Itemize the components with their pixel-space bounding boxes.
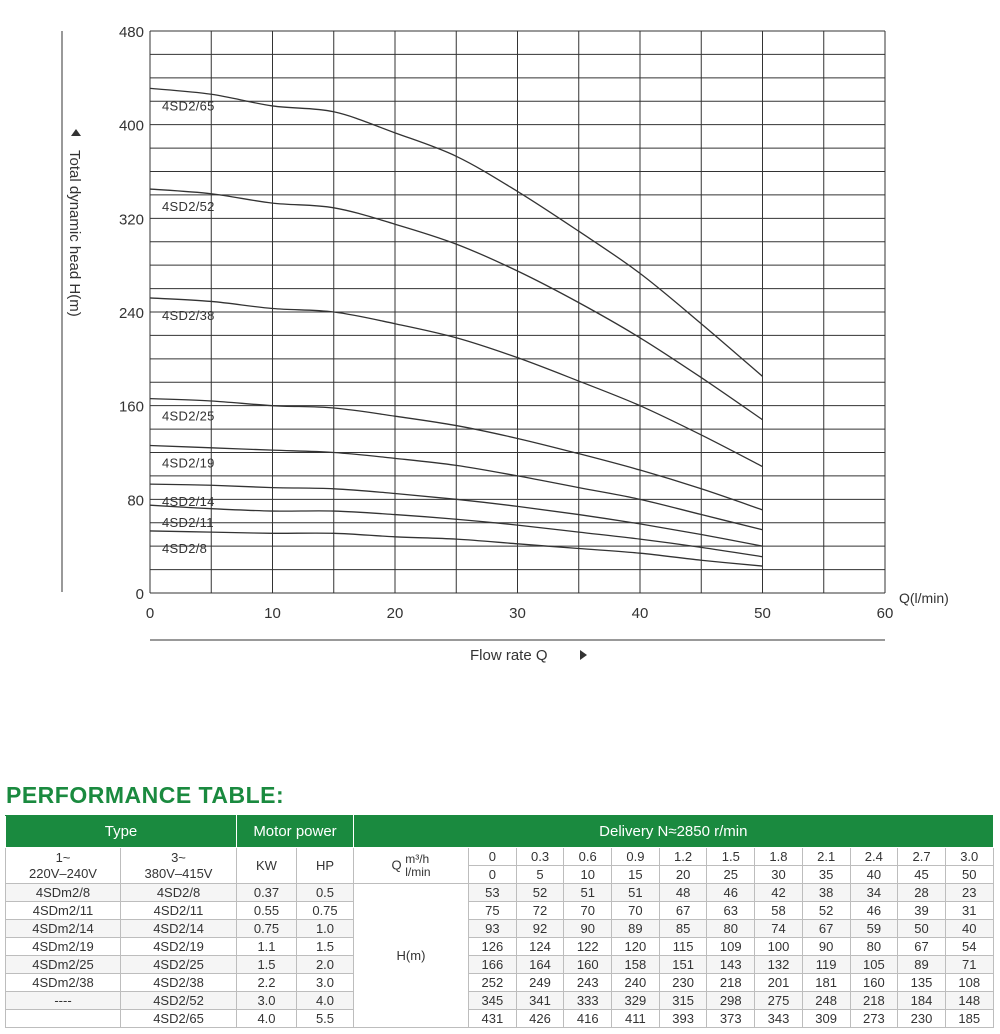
motor-kw: 2.2 <box>237 974 297 992</box>
head-value: 93 <box>469 920 517 938</box>
x-axis-arrow-icon <box>580 650 587 660</box>
model-single-phase: 4SDm2/38 <box>6 974 121 992</box>
head-value: 166 <box>469 956 517 974</box>
header-delivery: Delivery N≈2850 r/min <box>354 816 994 848</box>
table-subheader-row <box>6 848 994 866</box>
table-row <box>6 902 994 920</box>
performance-table <box>5 815 994 1028</box>
head-value: 373 <box>707 1010 755 1028</box>
head-value: 122 <box>564 938 612 956</box>
model-three-phase: 4SD2/19 <box>121 938 237 956</box>
model-three-phase: 4SD2/65 <box>121 1010 237 1028</box>
motor-kw: 4.0 <box>237 1010 297 1028</box>
head-value: 90 <box>802 938 850 956</box>
subheader-q <box>354 848 469 884</box>
head-value: 59 <box>850 920 898 938</box>
head-value: 39 <box>898 902 946 920</box>
y-axis-arrow-icon <box>71 129 81 136</box>
head-value: 218 <box>850 992 898 1010</box>
q-m3h-cell: 3.0 <box>945 848 993 866</box>
head-value: 345 <box>469 992 517 1010</box>
x-tick-label: 50 <box>754 605 771 622</box>
head-value: 74 <box>755 920 803 938</box>
head-value: 80 <box>850 938 898 956</box>
head-value: 85 <box>659 920 707 938</box>
head-value: 431 <box>469 1010 517 1028</box>
single-phase-symbol: 1~ <box>55 849 71 865</box>
q-lmin-cell: 40 <box>850 866 898 884</box>
model-three-phase: 4SD2/11 <box>121 902 237 920</box>
head-value: 51 <box>612 884 660 902</box>
head-value: 240 <box>612 974 660 992</box>
head-value: 54 <box>945 938 993 956</box>
y-tick-label: 160 <box>118 398 144 416</box>
performance-table-title: PERFORMANCE TABLE: <box>6 782 285 808</box>
head-value: 164 <box>516 956 564 974</box>
model-single-phase: 4SDm2/14 <box>6 920 121 938</box>
motor-kw: 1.1 <box>237 938 297 956</box>
head-value: 124 <box>516 938 564 956</box>
single-phase-voltage: 220V–240V <box>29 865 97 881</box>
motor-kw: 1.5 <box>237 956 297 974</box>
q-lmin-cell: 10 <box>564 866 612 884</box>
q-m3h-cell: 0.3 <box>516 848 564 866</box>
head-value: 158 <box>612 956 660 974</box>
head-value: 71 <box>945 956 993 974</box>
head-value: 46 <box>850 902 898 920</box>
unit-lmin: l/min <box>405 864 431 879</box>
head-value: 160 <box>564 956 612 974</box>
q-m3h-cell: 1.8 <box>755 848 803 866</box>
subheader-single-phase <box>6 848 121 884</box>
head-value: 53 <box>469 884 517 902</box>
head-value: 89 <box>898 956 946 974</box>
x-tick-label: 10 <box>264 605 281 622</box>
model-single-phase: 4SDm2/8 <box>6 884 121 902</box>
x-tick-label: 60 <box>876 605 894 622</box>
q-units <box>405 853 430 879</box>
chart-labels <box>62 24 949 664</box>
q-lmin-cell: 20 <box>659 866 707 884</box>
head-value: 230 <box>659 974 707 992</box>
performance-table-body <box>6 848 994 1028</box>
series-label: 4SD2/38 <box>162 307 215 323</box>
q-lmin-cell: 45 <box>898 866 946 884</box>
model-three-phase: 4SD2/52 <box>121 992 237 1010</box>
head-value: 67 <box>898 938 946 956</box>
head-value: 52 <box>516 884 564 902</box>
x-tick-label: 30 <box>509 605 526 622</box>
head-value: 248 <box>802 992 850 1010</box>
motor-hp: 1.0 <box>297 920 354 938</box>
head-value: 58 <box>755 902 803 920</box>
motor-hp: 2.0 <box>297 956 354 974</box>
model-single-phase: 4SDm2/19 <box>6 938 121 956</box>
table-row <box>6 938 994 956</box>
head-value: 52 <box>802 902 850 920</box>
series-label: 4SD2/19 <box>162 455 215 471</box>
motor-kw: 3.0 <box>237 992 297 1010</box>
y-tick-label: 480 <box>118 24 144 41</box>
head-value: 90 <box>564 920 612 938</box>
head-value: 329 <box>612 992 660 1010</box>
q-symbol: Q <box>391 856 402 872</box>
series-label: 4SD2/65 <box>162 98 215 114</box>
head-value: 143 <box>707 956 755 974</box>
head-value: 40 <box>945 920 993 938</box>
head-value: 273 <box>850 1010 898 1028</box>
subheader-kw: KW <box>237 848 297 884</box>
head-value: 92 <box>516 920 564 938</box>
head-value: 185 <box>945 1010 993 1028</box>
head-value: 63 <box>707 902 755 920</box>
head-value: 333 <box>564 992 612 1010</box>
head-value: 75 <box>469 902 517 920</box>
series-label: 4SD2/52 <box>162 199 215 215</box>
model-single-phase <box>6 1010 121 1028</box>
subheader-hp: HP <box>297 848 354 884</box>
motor-hp: 0.75 <box>297 902 354 920</box>
header-motor-power: Motor power <box>237 816 354 848</box>
head-value: 119 <box>802 956 850 974</box>
head-value: 51 <box>564 884 612 902</box>
y-axis-title: Total dynamic head H(m) <box>66 150 83 317</box>
h-label-cell: H(m) <box>354 884 469 1028</box>
x-axis-title: Flow rate Q <box>470 647 548 664</box>
table-row <box>6 920 994 938</box>
q-lmin-cell: 35 <box>802 866 850 884</box>
head-value: 70 <box>564 902 612 920</box>
header-type: Type <box>6 816 237 848</box>
motor-hp: 5.5 <box>297 1010 354 1028</box>
model-three-phase: 4SD2/14 <box>121 920 237 938</box>
table-row <box>6 974 994 992</box>
q-lmin-cell: 5 <box>516 866 564 884</box>
head-value: 80 <box>707 920 755 938</box>
q-m3h-cell: 2.4 <box>850 848 898 866</box>
q-m3h-cell: 0 <box>469 848 517 866</box>
head-value: 50 <box>898 920 946 938</box>
q-m3h-cell: 2.1 <box>802 848 850 866</box>
q-m3h-cell: 2.7 <box>898 848 946 866</box>
x-tick-label: 40 <box>631 605 649 622</box>
head-value: 230 <box>898 1010 946 1028</box>
head-value: 343 <box>755 1010 803 1028</box>
head-value: 416 <box>564 1010 612 1028</box>
motor-kw: 0.55 <box>237 902 297 920</box>
motor-kw: 0.75 <box>237 920 297 938</box>
table-row <box>6 956 994 974</box>
y-tick-label: 0 <box>135 586 144 603</box>
x-tick-label: 20 <box>386 605 404 622</box>
head-value: 426 <box>516 1010 564 1028</box>
x-unit-label: Q(l/min) <box>899 590 949 606</box>
model-three-phase: 4SD2/8 <box>121 884 237 902</box>
head-value: 108 <box>945 974 993 992</box>
q-lmin-cell: 30 <box>755 866 803 884</box>
y-tick-label: 240 <box>118 305 144 322</box>
head-value: 42 <box>755 884 803 902</box>
q-lmin-cell: 0 <box>469 866 517 884</box>
head-value: 31 <box>945 902 993 920</box>
q-m3h-cell: 0.9 <box>612 848 660 866</box>
head-value: 160 <box>850 974 898 992</box>
y-tick-label: 80 <box>127 492 144 510</box>
model-three-phase: 4SD2/38 <box>121 974 237 992</box>
q-lmin-cell: 50 <box>945 866 993 884</box>
head-value: 181 <box>802 974 850 992</box>
series-label: 4SD2/11 <box>162 515 214 531</box>
motor-hp: 3.0 <box>297 974 354 992</box>
q-m3h-cell: 1.5 <box>707 848 755 866</box>
y-tick-label: 400 <box>118 117 144 135</box>
motor-hp: 1.5 <box>297 938 354 956</box>
model-three-phase: 4SD2/25 <box>121 956 237 974</box>
x-tick-label: 0 <box>145 605 155 622</box>
model-single-phase: 4SDm2/11 <box>6 902 121 920</box>
q-lmin-cell: 15 <box>612 866 660 884</box>
head-value: 252 <box>469 974 517 992</box>
q-m3h-cell: 1.2 <box>659 848 707 866</box>
head-value: 243 <box>564 974 612 992</box>
head-value: 120 <box>612 938 660 956</box>
unit-m3h: m³/h <box>405 851 430 866</box>
head-value: 67 <box>659 902 707 920</box>
series-label: 4SD2/25 <box>162 408 215 424</box>
head-value: 201 <box>755 974 803 992</box>
head-value: 100 <box>755 938 803 956</box>
head-value: 184 <box>898 992 946 1010</box>
head-value: 218 <box>707 974 755 992</box>
head-value: 393 <box>659 1010 707 1028</box>
head-value: 126 <box>469 938 517 956</box>
chart-grid <box>150 31 885 593</box>
head-value: 135 <box>898 974 946 992</box>
head-value: 115 <box>659 938 707 956</box>
motor-hp: 0.5 <box>297 884 354 902</box>
q-lmin-cell: 25 <box>707 866 755 884</box>
motor-kw: 0.37 <box>237 884 297 902</box>
head-value: 148 <box>945 992 993 1010</box>
head-value: 48 <box>659 884 707 902</box>
head-value: 34 <box>850 884 898 902</box>
head-value: 105 <box>850 956 898 974</box>
subheader-three-phase <box>121 848 237 884</box>
head-value: 67 <box>802 920 850 938</box>
three-phase-symbol: 3~ <box>171 849 186 865</box>
head-value: 151 <box>659 956 707 974</box>
table-row <box>6 884 994 902</box>
motor-hp: 4.0 <box>297 992 354 1010</box>
table-row <box>6 1010 994 1028</box>
head-value: 70 <box>612 902 660 920</box>
head-value: 298 <box>707 992 755 1010</box>
q-m3h-cell: 0.6 <box>564 848 612 866</box>
series-label: 4SD2/14 <box>162 494 215 510</box>
model-single-phase: 4SDm2/25 <box>6 956 121 974</box>
head-value: 89 <box>612 920 660 938</box>
head-value: 275 <box>755 992 803 1010</box>
head-value: 315 <box>659 992 707 1010</box>
head-value: 23 <box>945 884 993 902</box>
head-value: 132 <box>755 956 803 974</box>
head-value: 72 <box>516 902 564 920</box>
head-value: 411 <box>612 1010 660 1028</box>
head-value: 28 <box>898 884 946 902</box>
model-single-phase: ---- <box>6 992 121 1010</box>
head-value: 109 <box>707 938 755 956</box>
head-value: 38 <box>802 884 850 902</box>
head-value: 249 <box>516 974 564 992</box>
table-row <box>6 992 994 1010</box>
head-value: 46 <box>707 884 755 902</box>
three-phase-voltage: 380V–415V <box>144 865 213 881</box>
head-value: 341 <box>516 992 564 1010</box>
y-tick-label: 320 <box>118 211 144 229</box>
head-value: 309 <box>802 1010 850 1028</box>
series-label: 4SD2/8 <box>162 540 208 556</box>
